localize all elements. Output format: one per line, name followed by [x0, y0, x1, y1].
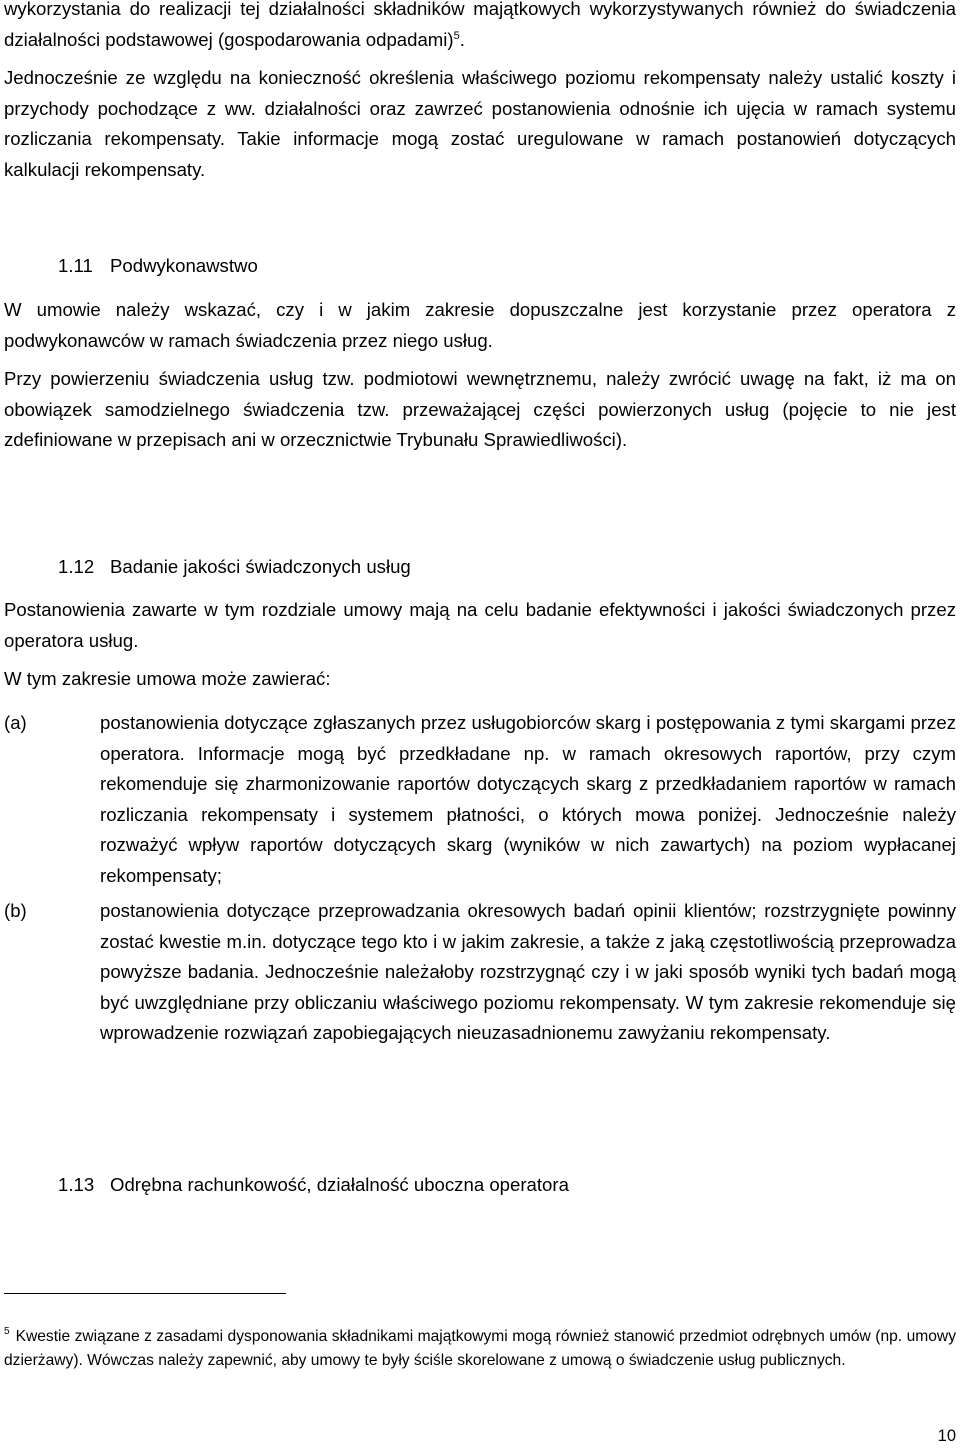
section-heading-1-11	[58, 251, 258, 282]
footnote-separator	[4, 1293, 286, 1294]
paragraph-text: wykorzystania do realizacji tej działalności składników majątkowych wykorzystywanych również do świadczenia działalności podstawowej (gospodarowania odpadami)	[4, 0, 956, 50]
footnote-reference[interactable]: 5	[453, 29, 460, 42]
paragraph-subcontracting: W umowie należy wskazać, czy i w jakim zakresie dopuszczalne jest korzystanie przez operatora z podwykonawców w ramach świadczenia przez niego usług.	[4, 299, 956, 351]
footnote	[4, 1325, 956, 1374]
footnote-number: 5	[4, 1326, 10, 1338]
page-number: 10	[937, 1427, 956, 1445]
footnote-text: Kwestie związane z zasadami dysponowania składnikami majątkowymi mogą również stanowić przedmiot odrębnych umów (np. umowy dzierżawy). Wówczas należy zapewnić, aby umowy te były ściśle skorelowane z umową o świadczenie usług publicznych.	[4, 1327, 956, 1370]
section-heading-1-13	[58, 1170, 569, 1201]
section-title: Badanie jakości świadczonych usług	[110, 556, 411, 577]
section-heading-1-12	[58, 552, 411, 583]
section-title: Podwykonawstwo	[110, 255, 258, 276]
list-item-label: (b)	[4, 900, 27, 921]
section-title: Odrębna rachunkowość, działalność uboczna operatora	[110, 1174, 569, 1195]
list-item-a	[4, 708, 956, 891]
list-item-b	[4, 896, 956, 1049]
paragraph-compensation: Jednocześnie ze względu na konieczność określenia właściwego poziomu rekompensaty należy ustalić koszty i przychody pochodzące z ww. działalności oraz zawrzeć postanowienia odnośnie ich ujęcia w ramach systemu rozliczania rekompensaty. Takie informacje mogą zostać uregulowane w ramach postanowień dotyczących kalkulacji rekompensaty.	[4, 67, 956, 180]
list-item-label: (a)	[4, 712, 27, 733]
list-item-text: postanowienia dotyczące przeprowadzania okresowych badań opinii klientów; rozstrzygnięte powinny zostać kwestie m.in. dotyczące tego kto i w jakim zakresie, a także z jaką częstotliwością przeprowadza powyższe badania. Jednocześnie należałoby rozstrzygnąć czy i w jaki sposób wyniki tych badań mogą być uwzględniane przy obliczaniu właściwego poziomu rekompensaty. W tym zakresie rekomenduje się wprowadzenie rozwiązań zapobiegających nieuzasadnionemu zawyżaniu rekompensaty.	[100, 900, 956, 1043]
paragraph-list-intro: W tym zakresie umowa może zawierać:	[4, 668, 331, 689]
paragraph-continued	[4, 0, 956, 55]
paragraph-quality: Postanowienia zawarte w tym rozdziale umowy mają na celu badanie efektywności i jakości świadczonych przez operatora usług.	[4, 599, 956, 651]
section-number: 1.11	[58, 255, 93, 276]
list-item-text: postanowienia dotyczące zgłaszanych przez usługobiorców skarg i postępowania z tymi skargami przez operatora. Informacje mogą być przedkładane np. w ramach okresowych raportów, przy czym rekomenduje się zharmonizowanie raportów dotyczących skarg z przedkładaniem raportów w ramach rozliczania rekompensaty i systemem płatności, o których mowa poniżej. Jednocześnie należy rozważyć wpływ raportów dotyczących skarg (wyników w nich zawartych) na poziom wypłacanej rekompensaty;	[100, 712, 956, 886]
paragraph-internal-operator: Przy powierzeniu świadczenia usług tzw. podmiotowi wewnętrznemu, należy zwrócić uwagę na fakt, iż ma on obowiązek samodzielnego świadczenia tzw. przeważającej części powierzonych usług (pojęcie to nie jest zdefiniowane w przepisach ani w orzecznictwie Trybunału Sprawiedliwości).	[4, 368, 956, 450]
paragraph-end: .	[459, 28, 465, 50]
section-number: 1.12	[58, 556, 95, 577]
section-number: 1.13	[58, 1174, 95, 1195]
